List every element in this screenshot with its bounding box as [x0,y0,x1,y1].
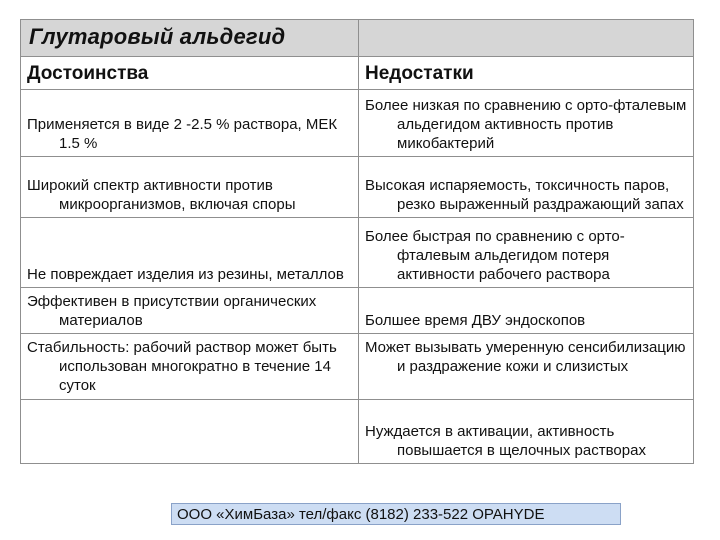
advantages-header: Достоинства [21,57,359,90]
pros-cons-table [20,19,694,464]
disadvantage-text: Может вызывать умеренную сенсибилизацию и раздражение кожи и слизистых [365,339,686,375]
table-row [21,90,694,157]
disadvantage-cell [359,90,694,157]
disadvantage-cell [359,334,694,400]
title-row [21,20,694,57]
advantage-cell [21,218,359,288]
disadvantage-text: Болшее время ДВУ эндоскопов [365,312,586,329]
disadvantage-cell [359,218,694,288]
advantage-text: Применяется в виде 2 -2.5 % раствора, МЕК 1.5 % [27,116,338,152]
advantage-text: Не повреждает изделия из резины, металлов [27,266,344,283]
table-row [21,334,694,400]
disadvantage-cell [359,157,694,218]
advantage-cell [21,90,359,157]
disadvantage-cell [359,400,694,464]
disadvantage-cell [359,288,694,334]
disadvantage-text: Нуждается в активации, активность повышается в щелочных растворах [365,423,646,459]
title-empty-cell [359,20,694,57]
table-row [21,157,694,218]
advantage-cell [21,288,359,334]
slide-title: Глутаровый альдегид [29,24,286,49]
disadvantage-text: Более низкая по сравнению с орто-фталевым альдегидом активность против микобактерий [365,97,687,152]
advantage-cell [21,334,359,400]
advantage-text: Широкий спектр активности против микроорганизмов, включая споры [27,177,296,213]
advantage-cell [21,400,359,464]
advantage-text: Стабильность: рабочий раствор может быть использован многократно в течение 14 суток [27,339,337,394]
disadvantage-text: Высокая испаряемость, токсичность паров, резко выраженный раздражающий запах [365,177,684,213]
company-footer: ООО «ХимБаза» тел/факс (8182) 233-522 OPAHYDE [171,503,621,525]
header-row [21,57,694,90]
table-row [21,218,694,288]
disadvantage-text: Более быстрая по сравнению с орто-фталевым альдегидом потеря активности рабочего раствора [365,228,625,283]
title-cell [21,20,359,57]
advantage-cell [21,157,359,218]
table-row [21,400,694,464]
advantage-text: Эффективен в присутствии органических материалов [27,293,317,329]
table-row [21,288,694,334]
disadvantages-header: Недостатки [359,57,694,90]
